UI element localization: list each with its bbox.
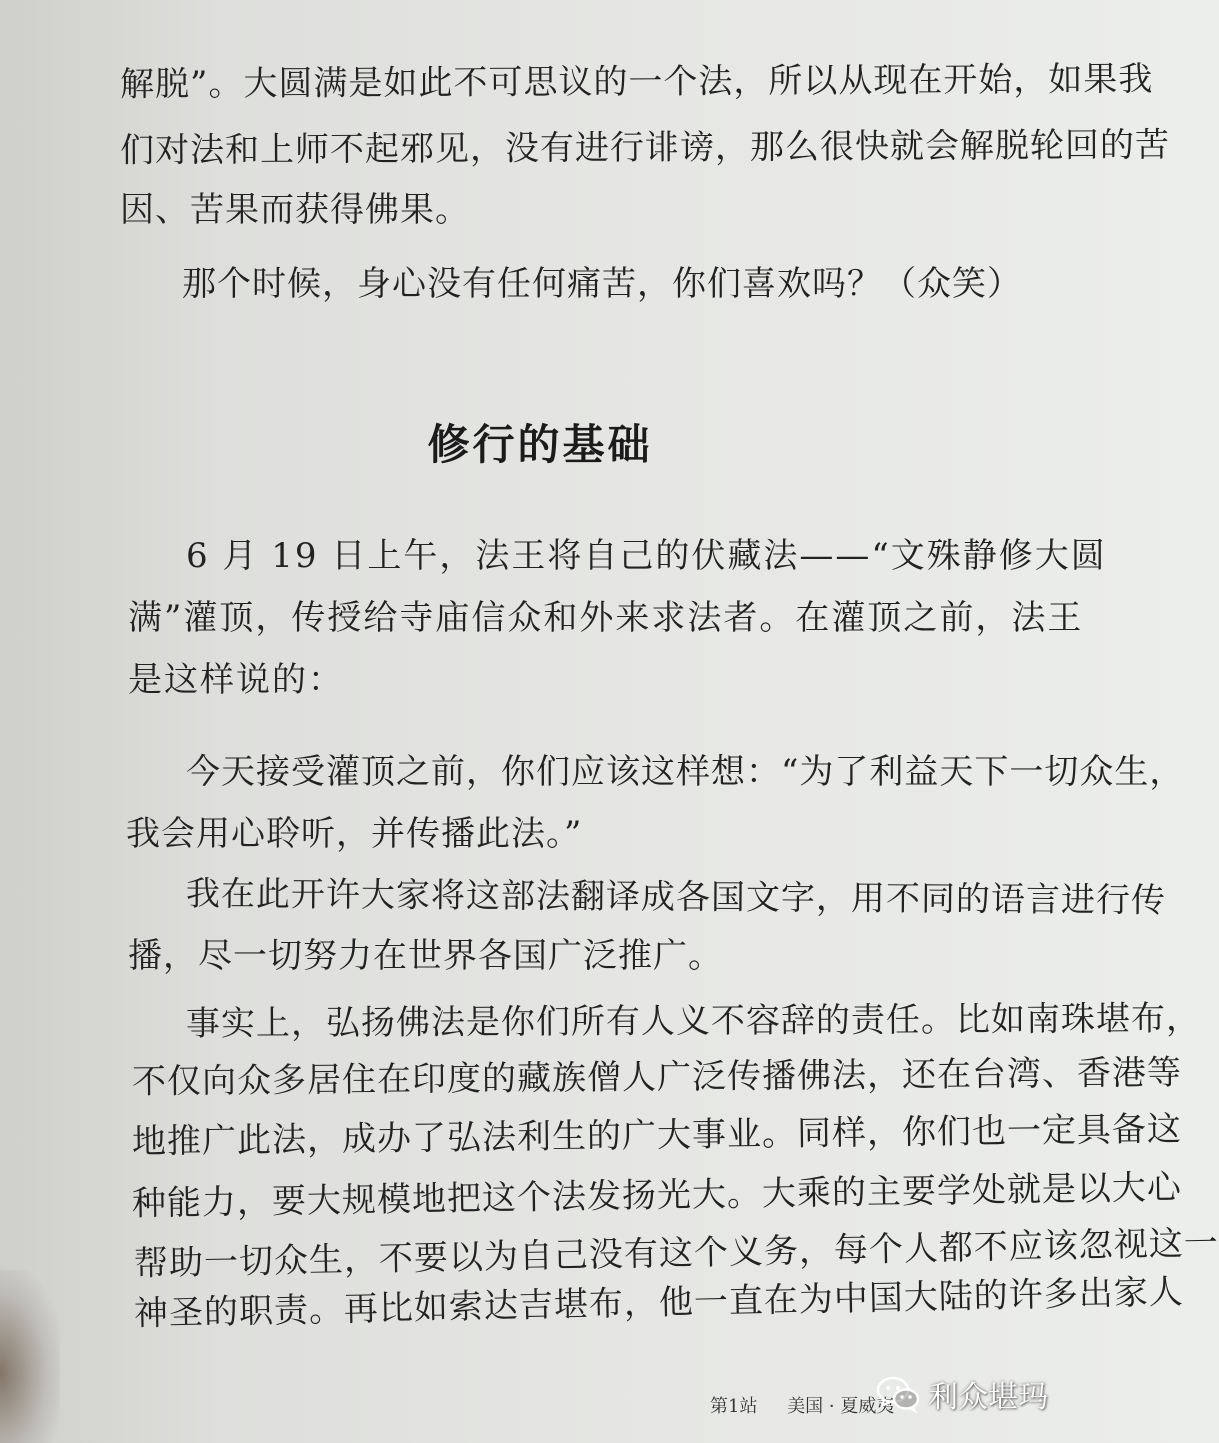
text-line: 我在此开许大家将这部法翻译成各国文字，用不同的语言进行传 [185, 874, 1167, 921]
finger-shadow [0, 1270, 60, 1443]
text-line: 今天接受灌顶之前，你们应该这样想：“为了利益天下一切众生， [186, 752, 1185, 792]
text-line: 种能力，要大规模地把这个法发扬光大。大乘的主要学处就是以大心 [131, 1167, 1183, 1224]
text-line: 6 月 19 日上午，法王将自己的伏藏法——“文殊静修大圆 [186, 536, 1107, 576]
text-line: 满”灌顶，传授给寺庙信众和外来求法者。在灌顶之前，法王 [128, 598, 1084, 638]
text-line: 解脱”。大圆满是如此不可思议的一个法，所以从现在开始，如果我 [119, 59, 1154, 105]
watermark [876, 1372, 1048, 1416]
text-line: 事实上，弘扬佛法是你们所有人义不容辞的责任。比如南珠堪布， [185, 998, 1202, 1044]
watermark-text: 利众堪玛 [928, 1380, 1048, 1415]
text-line: 那个时候，身心没有任何痛苦，你们喜欢吗？（众笑） [182, 264, 1022, 304]
text-line: 地推广此法，成办了弘法利生的广大事业。同样，你们也一定具备这 [131, 1109, 1183, 1162]
text-line: 因、苦果而获得佛果。 [120, 190, 470, 230]
wechat-icon [876, 1375, 920, 1413]
text-line: 神圣的职责。再比如索达吉堪布，他一直在为中国大陆的许多出家人 [133, 1272, 1185, 1334]
text-line: 不仅向众多居住在印度的藏族僧人广泛传播佛法，还在台湾、香港等 [131, 1052, 1183, 1102]
text-line: 们对法和上师不起邪见，没有进行诽谤，那么很快就会解脱轮回的苦 [119, 125, 1171, 171]
text-line: 是这样说的： [128, 660, 344, 700]
text-line: 帮助一切众生，不要以为自己没有这个义务，每个人都不应该忽视这一 [133, 1223, 1219, 1284]
text-line: 我会用心聆听，并传播此法。” [126, 814, 583, 854]
footer-station: 第1站 [710, 1396, 758, 1417]
section-title: 修行的基础 [427, 420, 653, 469]
footer-location: 美国 · 夏威夷 [787, 1396, 895, 1417]
text-line: 播，尽一切努力在世界各国广泛推广。 [128, 936, 723, 976]
